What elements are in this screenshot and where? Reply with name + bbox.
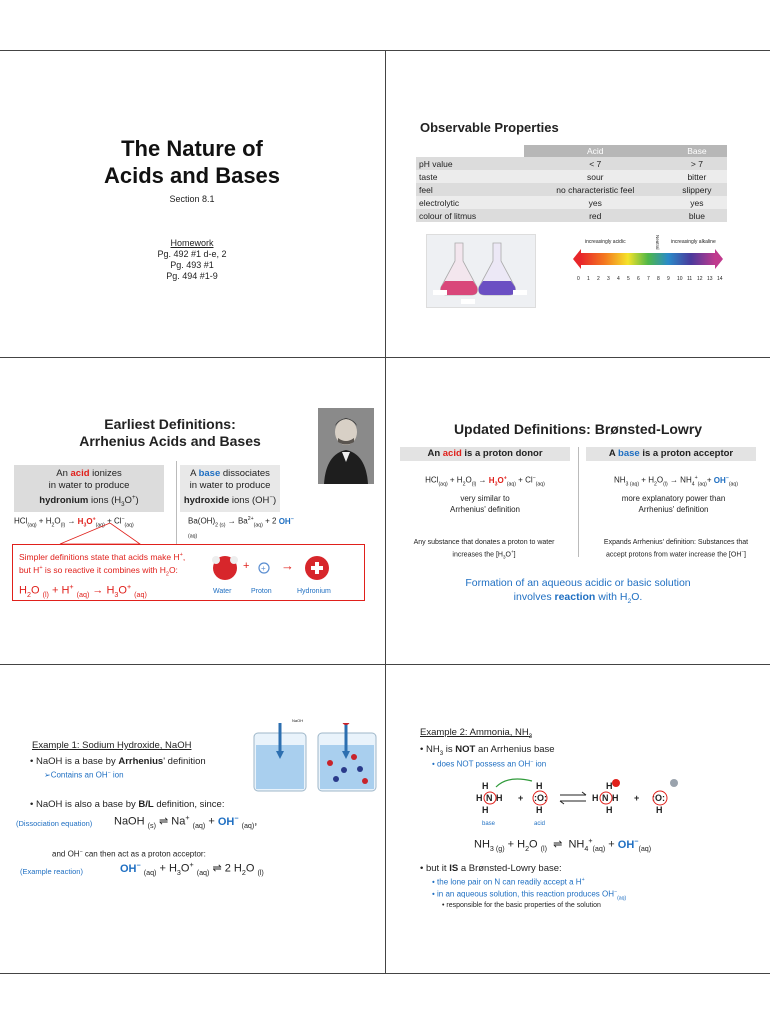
sub-bullet-lone-pair: • the lone pair on N can readily accept a H+	[432, 877, 585, 887]
svg-text:H: H	[606, 781, 613, 791]
ph-tick-label: 13	[707, 276, 713, 282]
dissociation-label: (Dissociation equation)	[16, 819, 93, 828]
bullet-is-bl: • but it IS a Brønsted-Lowry base:	[420, 863, 562, 874]
ph-tick-label: 10	[677, 276, 683, 282]
homework-item: Pg. 492 #1 d-e, 2	[157, 249, 227, 259]
table-cell: sour	[524, 170, 667, 183]
table-cell: blue	[667, 209, 727, 222]
flasks-photo	[426, 234, 536, 308]
svg-text:H: H	[656, 805, 663, 815]
svg-text:H: H	[592, 793, 599, 803]
table-row	[416, 157, 727, 170]
table-header-cell: Acid	[524, 145, 667, 157]
ph-tick-label: 5	[627, 276, 630, 282]
scale-neutral-label: Neutral	[655, 235, 660, 250]
ph-tick-label: 3	[607, 276, 610, 282]
acid-equation: $HCl_{(aq)} + H_2O_{(l)} \to H_3O^+_{(aq)} + Cl^-_{(aq)}$	[425, 475, 545, 488]
column-divider	[578, 447, 579, 557]
callout-text: Simpler definitions state that acids make H	[19, 551, 180, 562]
ph-tick-label: 2	[597, 276, 600, 282]
table-cell: pH value	[416, 157, 524, 170]
base-word: base	[198, 468, 221, 479]
proton-label: Proton	[251, 588, 272, 595]
base-note: more explanatory power than Arrhenius' definition	[621, 494, 726, 514]
slide-heading: Observable Properties	[420, 120, 559, 135]
arrow-icon: →	[281, 558, 294, 573]
example-reaction-label: (Example reaction)	[20, 867, 83, 876]
svg-text:H: H	[536, 805, 543, 815]
table-cell: no characteristic feel	[524, 183, 667, 196]
water-label: Water	[213, 588, 232, 595]
svg-text:+: +	[634, 793, 640, 803]
base-definition-header: A base is a proton acceptor	[586, 447, 756, 461]
ph-tick-label: 8	[657, 276, 660, 282]
ph-scale-bar	[573, 245, 723, 275]
molecule-illustration	[207, 552, 367, 598]
dissociation-equation: NaOH $_{(s)}$ ⇌ Na+ $_{(aq)}$ + OH− $_{(aq)}$,	[114, 814, 258, 830]
table-row	[416, 170, 727, 183]
arrhenius-acid-box: An acid ionizes in water to produce hydronium ions $(H_3O^+)$	[14, 465, 164, 512]
acid-equation: $HCl_{(aq)} + H_2O_{(l)} \to H_3O^+_{(aq)} + Cl^-_{(aq)}$	[14, 516, 134, 529]
acid-note: very similar to Arrhenius' definition	[449, 494, 520, 514]
homework-item: Pg. 494 #1-9	[166, 271, 218, 281]
acid-text: in water to produce	[48, 480, 130, 491]
svg-text:H: H	[606, 805, 613, 815]
hydronium-word: hydronium	[39, 495, 89, 507]
title-line-2: Acids and Bases	[103, 163, 281, 188]
acid-definition-header: An acid is a proton donor	[400, 447, 570, 461]
arrhenius-portrait	[318, 408, 374, 484]
sub-bullet-no-oh: • does NOT possess an OH− ion	[432, 759, 547, 769]
beaker-label: NaOH	[292, 718, 304, 723]
svg-text::O:: :O:	[534, 793, 547, 803]
title-line-1: The Nature of	[121, 136, 263, 161]
slide-title-heading	[0, 135, 384, 189]
base-expanded-definition: Expands Arrhenius' definition: Substances that accept protons from water increase the [OH−]	[603, 539, 749, 559]
scale-acidic-label: increasingly acidic	[585, 239, 626, 245]
acid-expanded-definition: Any substance that donates a proton to water increases the $[H_3O^+]$	[413, 539, 555, 560]
ph-tick-label: 7	[647, 276, 650, 282]
svg-text:H: H	[482, 805, 489, 815]
sub-bullet-produces-oh: • in an aqueous solution, this reaction produces $OH^-_{(aq)}$	[432, 889, 627, 902]
slide-arrhenius	[0, 358, 384, 664]
base-text: in water to produce	[189, 480, 271, 491]
ph-tick-label: 12	[697, 276, 703, 282]
svg-text:H: H	[536, 781, 543, 791]
svg-text:+: +	[261, 564, 266, 573]
slide-observable-properties	[386, 51, 770, 357]
bullet-bl: • NaOH is also a base by B/L definition, since:	[30, 799, 225, 810]
sub-sub-bullet: • responsible for the basic properties of the solution	[442, 902, 601, 909]
table-row	[416, 209, 727, 222]
section-label: Section 8.1	[169, 194, 215, 204]
svg-text:H: H	[476, 793, 483, 803]
svg-text:H: H	[482, 781, 489, 791]
svg-text:H: H	[496, 793, 503, 803]
proton-acceptor-text: and OH− can then act as a proton acceptor:	[52, 849, 206, 859]
table-header-cell: Base	[667, 145, 727, 157]
ph-tick-label: 9	[667, 276, 670, 282]
scale-alkaline-label: increasingly alkaline	[671, 239, 716, 245]
svg-text:N: N	[602, 793, 609, 803]
table-cell: feel	[416, 183, 524, 196]
table-header-cell	[416, 145, 524, 157]
arrhenius-base-box: A base dissociates in water to produce hydroxide ions (OH−)	[180, 465, 280, 512]
heading-line-1: Earliest Definitions:	[104, 416, 236, 432]
ammonia-equation: $NH_{3 (g)} + H_2O$ $_{(l)}$ ⇌ $NH_4^+_{(aq)} + OH^-_{(aq)}$	[474, 837, 652, 853]
properties-table	[416, 145, 727, 222]
ph-tick-label: 14	[717, 276, 723, 282]
homework-item: Pg. 493 #1	[170, 260, 214, 270]
svg-text::O:: :O:	[652, 793, 665, 803]
sub-bullet-oh: ➢Contains an OH− ion	[44, 770, 124, 780]
table-cell: bitter	[667, 170, 727, 183]
table-cell: colour of litmus	[416, 209, 524, 222]
slide-bronsted-lowry	[386, 358, 770, 664]
example-reaction-equation: OH− $_{(aq)} + H_3O^+$ $_{(aq)}$ ⇌ 2 $H_2O$ $_{(l)}$	[120, 861, 264, 877]
table-cell: < 7	[524, 157, 667, 170]
lewis-reaction-diagram	[474, 777, 694, 829]
slide-example-naoh	[0, 665, 384, 971]
slide-example-ammonia	[386, 665, 770, 971]
table-cell: red	[524, 209, 667, 222]
bullet-arrhenius: • NaOH is a base by Arrhenius' definition	[30, 756, 206, 767]
summary-note: Formation of an aqueous acidic or basic solution involves reaction with $H_2O$.	[465, 577, 691, 606]
heading-line-2: Arrhenius Acids and Bases	[79, 433, 261, 449]
table-cell: slippery	[667, 183, 727, 196]
hydronium-equation: $H_2O$ $_{(l)}$ + H+ $_{(aq)} \to H_3O^+$ $_{(aq)}$	[19, 583, 147, 599]
example-heading: Example 2: Ammonia, $NH_3$	[420, 727, 533, 740]
homework-label: Homework	[170, 238, 214, 248]
ph-tick-label: 0	[577, 276, 580, 282]
svg-text:N: N	[486, 793, 493, 803]
hydronium-label: Hydronium	[297, 588, 331, 595]
table-row	[416, 183, 727, 196]
svg-text:H: H	[612, 793, 619, 803]
ph-tick-label: 1	[587, 276, 590, 282]
table-cell: electrolytic	[416, 196, 524, 209]
base-label: base	[482, 821, 496, 827]
example-heading: Example 1: Sodium Hydroxide, NaOH	[32, 740, 192, 751]
beakers-illustration	[250, 723, 380, 795]
ph-tick-label: 6	[637, 276, 640, 282]
hydroxide-word: hydroxide	[183, 495, 230, 507]
table-cell: taste	[416, 170, 524, 183]
table-row	[416, 196, 727, 209]
base-equation: $Ba(OH)_{2 (s)} \to Ba^{2+}_{(aq)} + 2$ OH− $_{(aq)}$	[188, 516, 294, 540]
slide-heading: Updated Definitions: Brønsted-Lowry	[453, 421, 703, 437]
table-cell: yes	[667, 196, 727, 209]
slide-heading	[40, 416, 300, 450]
bullet-not-arrhenius: • $NH_3$ is NOT an Arrhenius base	[420, 744, 555, 757]
table-cell: > 7	[667, 157, 727, 170]
ph-ticks	[573, 276, 723, 286]
base-equation: $NH_{3 (aq)} + H_2O_{(l)} \to NH_4^+_{(aq)}+ OH^-_{(aq)}$	[613, 475, 739, 488]
hydronium-callout: Simpler definitions state that acids make H+, but H+ is so reactive it combines with $H_2O$: $H_2O$ $_{(l)}$ + H+ $_{(aq)} \to H_3O^+$ $_{(aq)}$	[12, 544, 365, 601]
ph-scale	[573, 235, 723, 299]
slide-title	[0, 51, 384, 357]
plus-sign: +	[243, 560, 250, 572]
acid-word: acid	[70, 468, 90, 479]
svg-text:+: +	[518, 793, 524, 803]
homework-block	[0, 238, 384, 282]
ph-tick-label: 11	[687, 276, 693, 282]
ph-tick-label: 4	[617, 276, 620, 282]
acid-label: acid	[534, 821, 546, 827]
table-cell: yes	[524, 196, 667, 209]
